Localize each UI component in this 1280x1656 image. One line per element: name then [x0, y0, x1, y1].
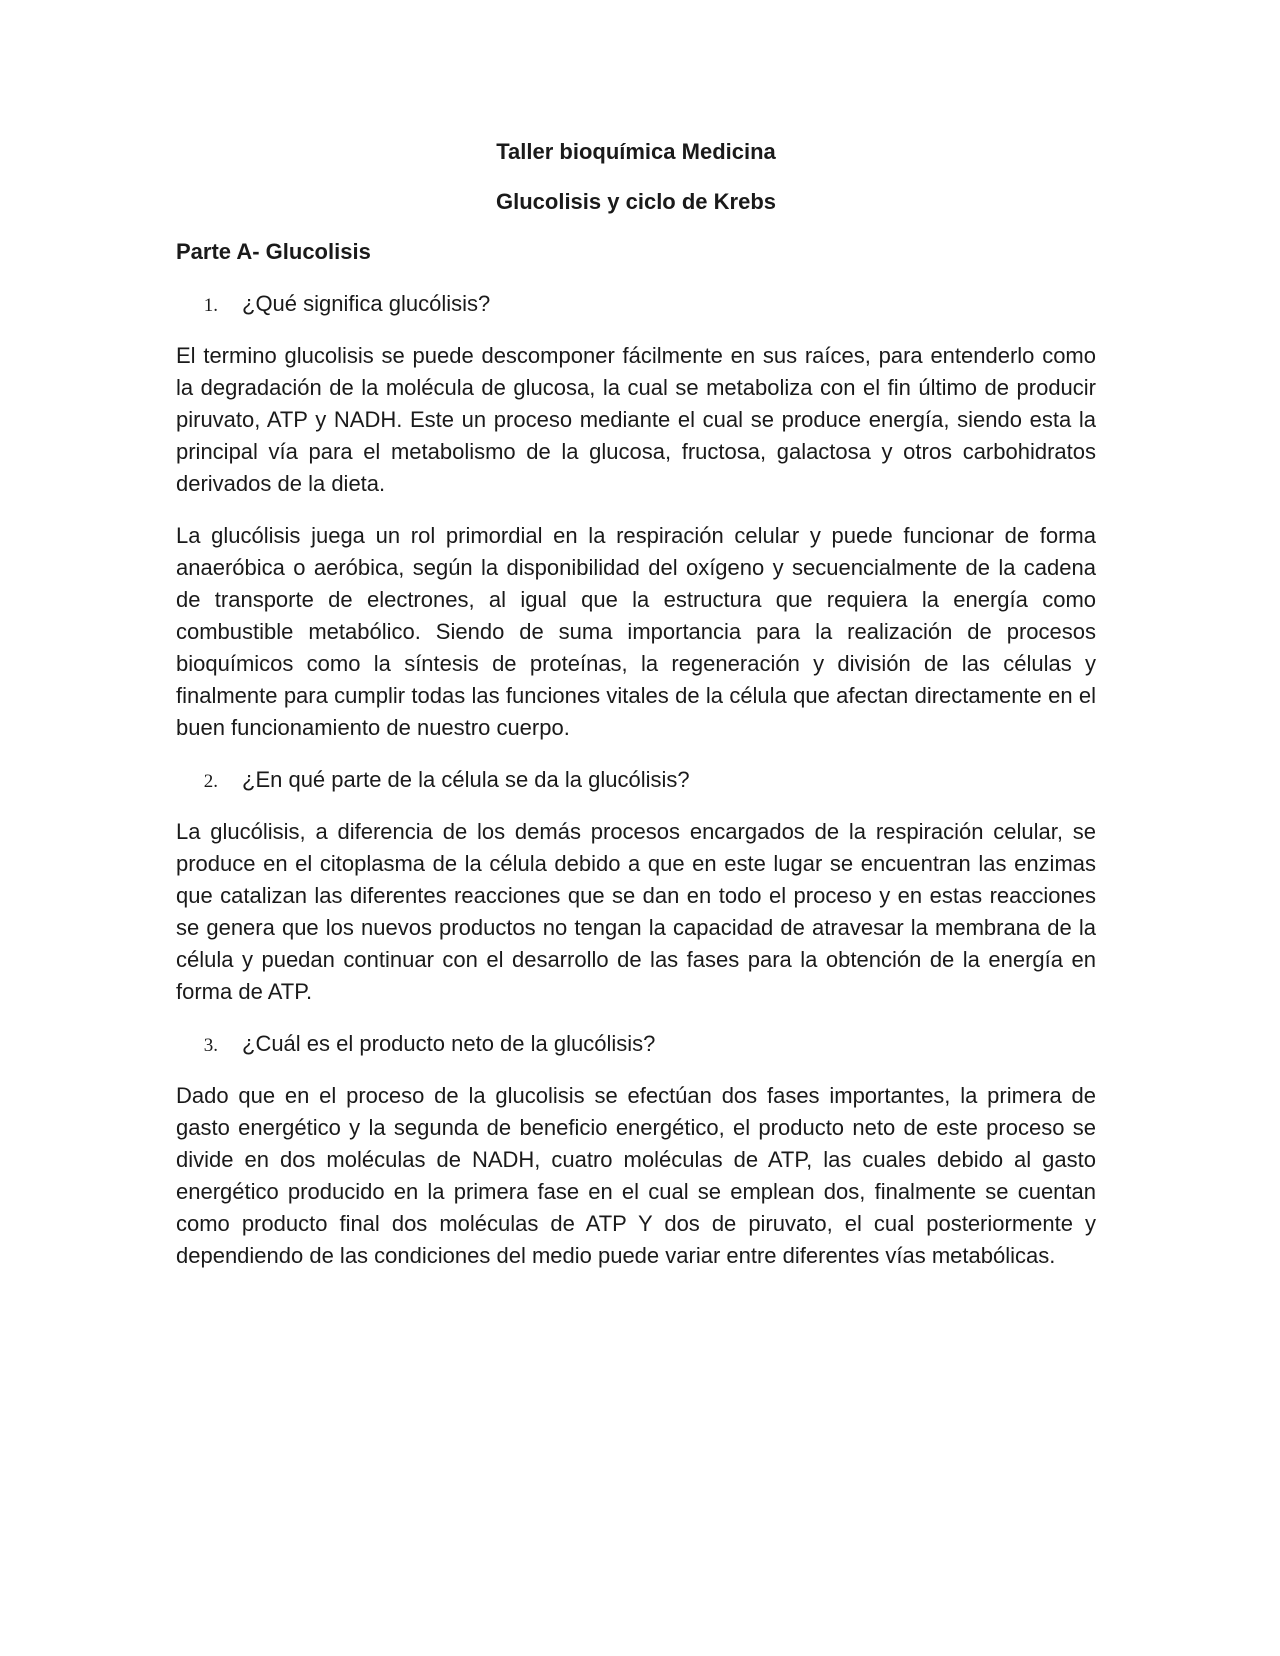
question-1 — [176, 288, 1096, 322]
document-body — [176, 136, 1096, 1292]
answer-paragraph: El termino glucolisis se puede descomponer fácilmente en sus raíces, para entenderlo como la degradación de la molécula de glucosa, la cual se metaboliza con el fin último de producir piruvato, ATP y NADH. Este un proceso mediante el cual se produce energía, siendo esta la principal vía para el metabolismo de la glucosa, fructosa, galactosa y otros carbohidratos derivados de la dieta. — [176, 343, 1096, 496]
question-2 — [176, 764, 1096, 798]
document-title: Taller bioquímica Medicina — [496, 139, 776, 164]
question-3 — [176, 1028, 1096, 1062]
answer-paragraph: La glucólisis juega un rol primordial en la respiración celular y puede funcionar de forma anaeróbica o aeróbica, según la disponibilidad del oxígeno y secuencialmente de la cadena de transporte de electrones, al igual que la estructura que requiera la energía como combustible metabólico. Siendo de suma importancia para la realización de procesos bioquímicos como la síntesis de proteínas, la regeneración y división de las células y finalmente para cumplir todas las funciones vitales de la célula que afectan directamente en el buen funcionamiento de nuestro cuerpo. — [176, 523, 1096, 740]
answer-paragraph: La glucólisis, a diferencia de los demás procesos encargados de la respiración celular, se produce en el citoplasma de la célula debido a que en este lugar se encuentran las enzimas que catalizan las diferentes reacciones que se dan en todo el proceso y en estas reacciones se genera que los nuevos productos no tengan la capacidad de atravesar la membrana de la célula y puedan continuar con el desarrollo de las fases para la obtención de la energía en forma de ATP. — [176, 819, 1096, 1004]
question-text: ¿Cuál es el producto neto de la glucólisis? — [242, 1031, 656, 1056]
question-number: 1. — [203, 295, 218, 316]
question-number: 2. — [203, 771, 218, 792]
answer-paragraph: Dado que en el proceso de la glucolisis se efectúan dos fases importantes, la primera de gasto energético y la segunda de beneficio energético, el producto neto de este proceso se divide en dos moléculas de NADH, cuatro moléculas de ATP, las cuales debido al gasto energético producido en la primera fase en el cual se emplean dos, finalmente se cuentan como producto final dos moléculas de ATP Y dos de piruvato, el cual posteriormente y dependiendo de las condiciones del medio puede variar entre diferentes vías metabólicas. — [176, 1083, 1096, 1268]
section-heading: Parte A- Glucolisis — [176, 239, 371, 264]
question-number: 3. — [203, 1035, 218, 1056]
document-subtitle: Glucolisis y ciclo de Krebs — [496, 189, 776, 214]
question-text: ¿En qué parte de la célula se da la glucólisis? — [242, 767, 690, 792]
question-text: ¿Qué significa glucólisis? — [242, 291, 491, 316]
